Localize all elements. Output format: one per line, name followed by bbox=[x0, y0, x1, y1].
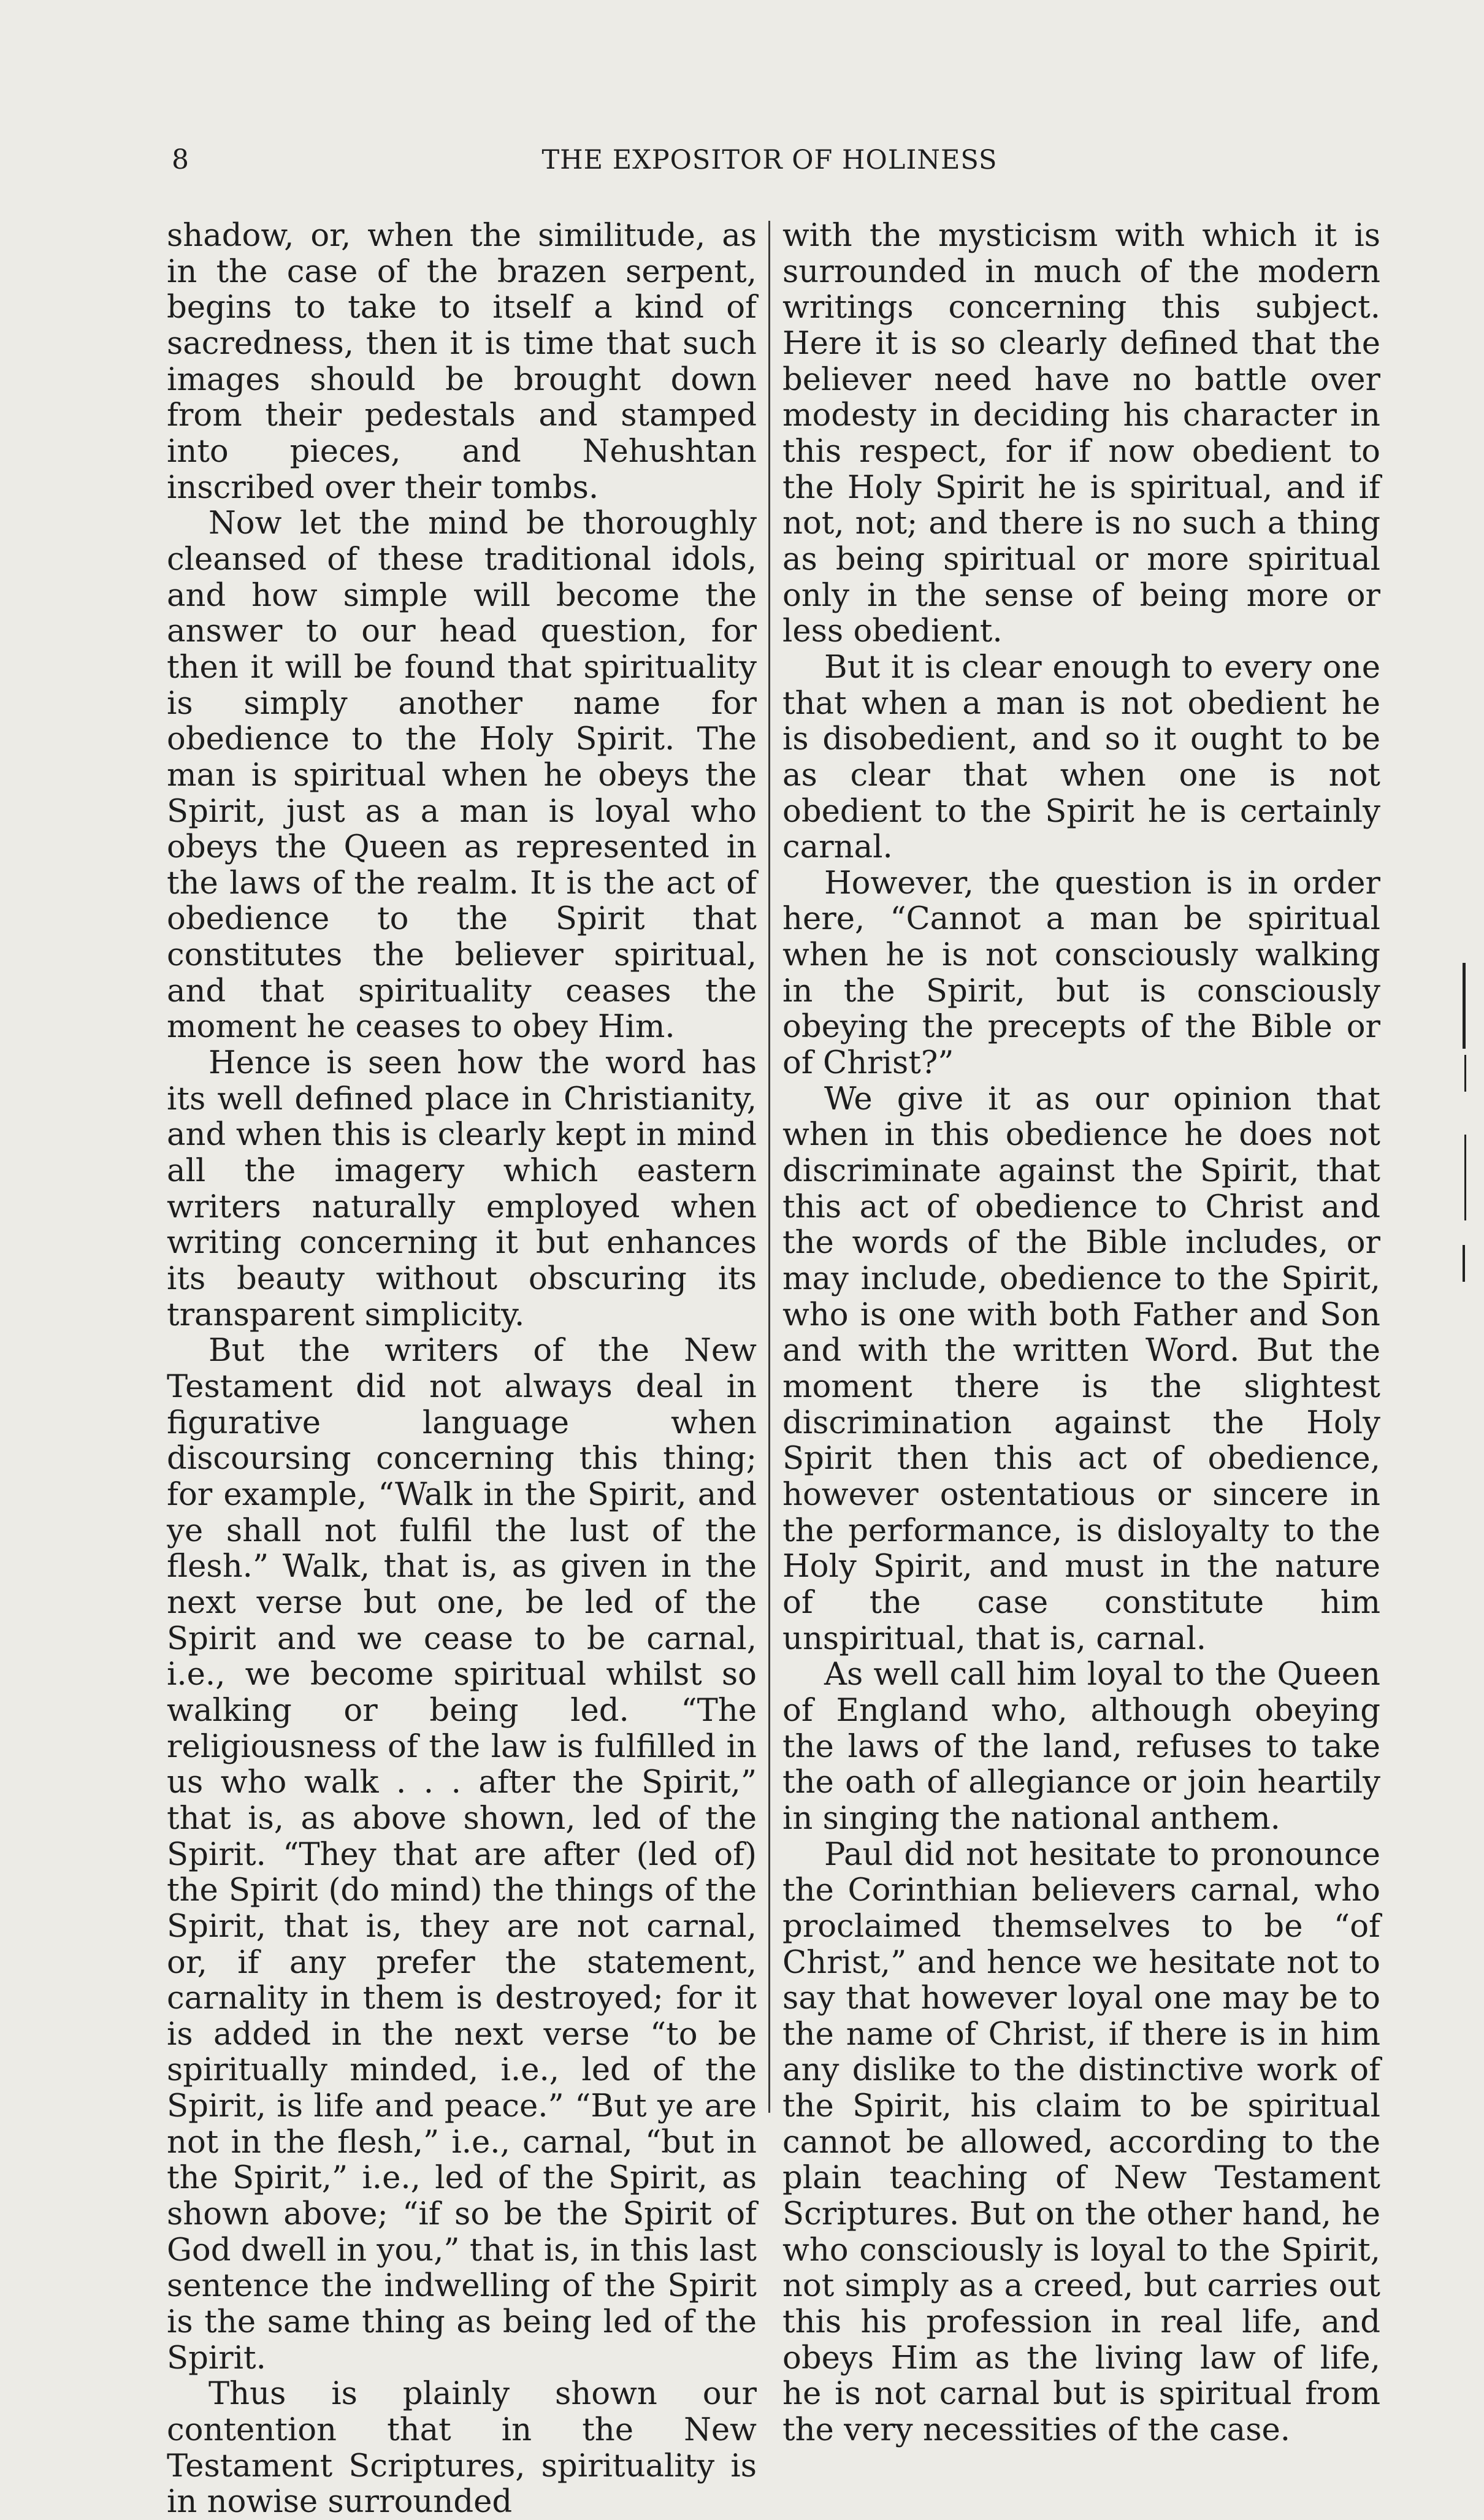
paragraph: shadow, or, when the similitude, as in the case of the brazen serpent, begins to take to itself a kind of sacredness, then it is time that such images should be brought down from their pedestals and stamped into pieces, and Nehushtan inscribed over their tombs. bbox=[167, 217, 757, 506]
scan-edge-mark bbox=[1463, 963, 1466, 1049]
running-title: THE EXPOSITOR OF HOLINESS bbox=[541, 145, 998, 175]
paragraph: Paul did not hesitate to pronounce the Corinthian believers carnal, who proclaimed themselves to be “of Christ,” and hence we hesitate not to say that however loyal one may be to the name of Christ, if there is in him any dislike to the distinctive work of the Spirit, his claim to be spiritual cannot be allowed, according to the plain teaching of New Testament Scriptures. But on the other hand, he who consciously is loyal to the Spirit, not simply as a creed, but carries out this his profession in real life, and obeys Him as the living law of life, he is not carnal but is spiritual from the very necessities of the case. bbox=[782, 1836, 1380, 2449]
right-column bbox=[782, 217, 1380, 2449]
paragraph: Hence is seen how the word has its well defined place in Christianity, and when this is clearly kept in mind all the imagery which eastern writers naturally employed when writing concerning it but enhances its beauty without obscuring its transparent simplicity. bbox=[167, 1044, 757, 1333]
paragraph: But it is clear enough to every one that when a man is not obedient he is disobedient, and so it ought to be as clear that when one is not obedient to the Spirit he is certainly carnal. bbox=[782, 648, 1380, 866]
scan-edge-mark bbox=[1464, 1055, 1466, 1092]
paragraph: We give it as our opinion that when in this obedience he does not discriminate against the Spirit, that this act of obedience to Christ and the words of the Bible includes, or may include, obedience to the Spirit, who is one with both Father and Son and with the written Word. But the moment there is the slightest discrimination against the Holy Spirit then this act of obedience, however ostentatious or sincere in the performance, is disloyalty to the Holy Spirit, and must in the nature of the case constitute him unspiritual, that is, carnal. bbox=[782, 1080, 1380, 1657]
scan-edge-mark bbox=[1464, 1135, 1466, 1220]
paragraph: As well call him loyal to the Queen of England who, although obeying the laws of the land, refuses to take the oath of allegiance or join heartily in singing the national anthem. bbox=[782, 1656, 1380, 1837]
paragraph: Thus is plainly shown our contention that in the New Testament Scriptures, spirituality is in nowise surrounded bbox=[167, 2375, 757, 2520]
column-divider bbox=[768, 221, 770, 2113]
page-number: 8 bbox=[172, 144, 189, 175]
scan-edge-mark bbox=[1463, 1245, 1465, 1282]
running-header bbox=[159, 139, 1380, 182]
paragraph: But the writers of the New Testament did not always deal in figurative language when discoursing concerning this thing; for example, “Walk in the Spirit, and ye shall not fulfil the lust of the flesh.” Walk, that is, as given in the next verse but one, be led of the Spirit and we cease to be carnal, i.e., we become spiritual whilst so walking or being led. “The religiousness of the law is fulfilled in us who walk . . . after the Spirit,” that is, as above shown, led of the Spirit. “They that are after (led of) the Spirit (do mind) the things of the Spirit, that is, they are not carnal, or, if any prefer the statement, carnality in them is destroyed; for it is added in the next verse “to be spiritually minded, i.e., led of the Spirit, is life and peace.” “But ye are not in the flesh,” i.e., carnal, “but in the Spirit,” i.e., led of the Spirit, as shown above; “if so be the Spirit of God dwell in you,” that is, in this last sentence the indwelling of the Spirit is the same thing as being led of the Spirit. bbox=[167, 1332, 757, 2376]
left-column bbox=[167, 217, 757, 2520]
paragraph: Now let the mind be thoroughly cleansed of these traditional idols, and how simple will become the answer to our head question, for then it will be found that spirituality is simply another name for obedience to the Holy Spirit. The man is spiritual when he obeys the Spirit, just as a man is loyal who obeys the Queen as represented in the laws of the realm. It is the act of obedience to the Spirit that constitutes the believer spiritual, and that spirituality ceases the moment he ceases to obey Him. bbox=[167, 505, 757, 1046]
paragraph: with the mysticism with which it is surrounded in much of the modern writings concerning this subject. Here it is so clearly defined that the believer need have no battle over modesty in deciding his character in this respect, for if now obedient to the Holy Spirit he is spiritual, and if not, not; and there is no such a thing as being spiritual or more spiritual only in the sense of being more or less obedient. bbox=[782, 217, 1380, 650]
paragraph: However, the question is in order here, “Cannot a man be spiritual when he is not consciously walking in the Spirit, but is consciously obeying the precepts of the Bible or of Christ?” bbox=[782, 864, 1380, 1082]
